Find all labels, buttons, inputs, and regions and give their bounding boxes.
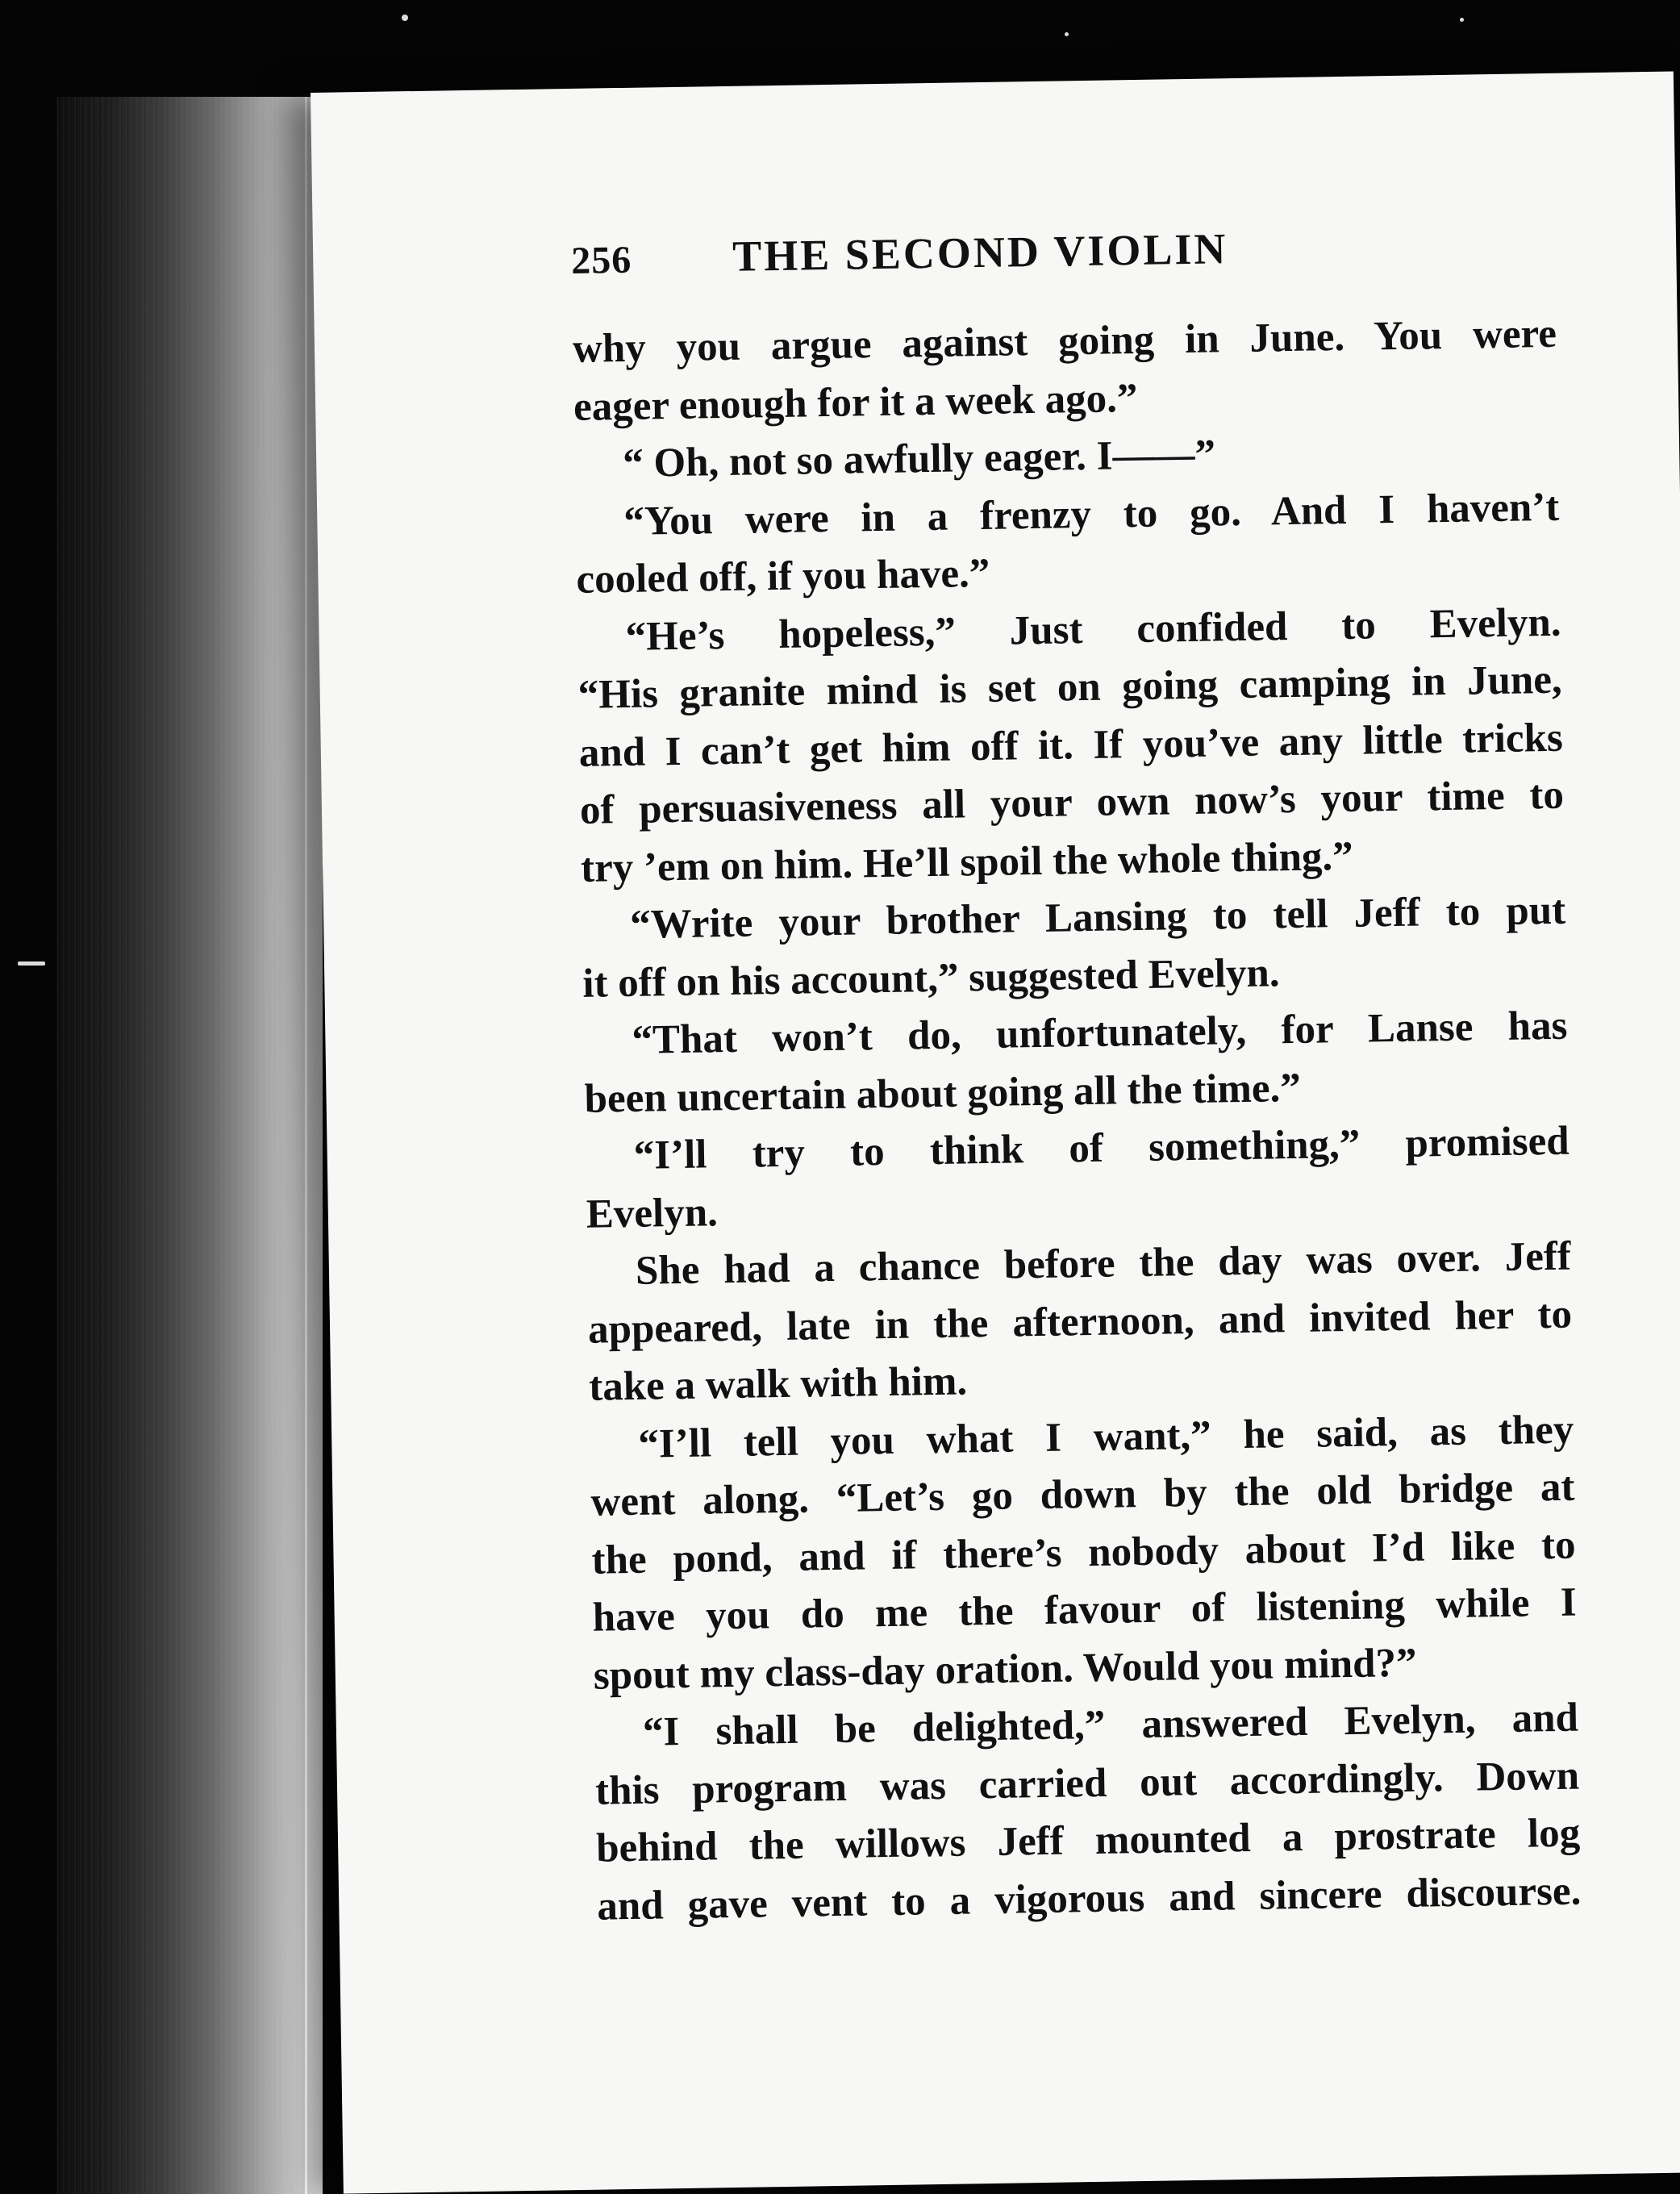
text-line: “Write your brother Lansing to tell Jeff to put [629, 887, 1566, 948]
scan-speck [1065, 32, 1069, 36]
text-line: “ Oh, not so awfully eager. I——” [622, 432, 1216, 486]
text-line: take a walk with him. [588, 1358, 968, 1410]
text-line: “He’s hopeless,” Just confided to Evelyn. [625, 599, 1561, 660]
text-line: went along. “Let’s go down by the old bridge at [590, 1464, 1575, 1525]
scan-speck [402, 15, 408, 21]
text-line: spout my class-day oration. Would you mind?” [593, 1640, 1417, 1699]
scan-speck [18, 961, 45, 966]
text-line: “That won’t do, unfortunately, for Lanse has [632, 1003, 1568, 1063]
text-line: eager enough for it a week ago.” [573, 375, 1138, 430]
text-line: the pond, and if there’s nobody about I’d like to [591, 1522, 1576, 1583]
text-line: why you argue against going in June. You were [572, 311, 1557, 372]
book-page [311, 71, 1680, 2193]
text-line: “I shall be delighted,” answered Evelyn, and [642, 1695, 1579, 1755]
text-line: “I’ll try to think of something,” promised [633, 1118, 1570, 1178]
text-line: appeared, late in the afternoon, and invited her to [587, 1291, 1573, 1353]
text-line: of persuasiveness all your own now’s your time to [579, 772, 1565, 833]
text-line: it off on his account,” suggested Evelyn. [582, 949, 1280, 1007]
text-line: been uncertain about going all the time.” [584, 1065, 1302, 1122]
text-line: have you do me the favour of listening while I [592, 1579, 1578, 1641]
text-line: “You were in a frenzy to go. And I haven’t [623, 484, 1560, 544]
text-line: and I can’t get him off it. If you’ve any little tricks [578, 715, 1564, 776]
text-line: “His granite mind is set on going camping in June, [577, 657, 1563, 718]
running-title: THE SECOND VIOLIN [732, 224, 1228, 281]
page-content [571, 219, 1582, 1936]
running-header [571, 219, 1556, 307]
binding-highlight [305, 97, 307, 2194]
text-line: try ’em on him. He’ll spoil the whole thing.” [580, 833, 1354, 891]
body-text [572, 306, 1581, 1936]
text-line: Evelyn. [586, 1189, 719, 1237]
text-line: “I’ll tell you what I want,” he said, as they [637, 1407, 1574, 1467]
text-line: and gave vent to a vigorous and sincere discourse. [596, 1868, 1582, 1929]
text-line: cooled off, if you have.” [576, 550, 990, 603]
book-binding-edge [56, 97, 323, 2194]
text-line: She had a chance before the day was over. Jeff [635, 1233, 1572, 1294]
page-number: 256 [570, 238, 632, 282]
text-line: this program was carried out accordingly. Down [594, 1753, 1580, 1814]
text-line: behind the willows Jeff mounted a prostrate log [595, 1810, 1581, 1871]
scan-speck [1460, 18, 1464, 22]
